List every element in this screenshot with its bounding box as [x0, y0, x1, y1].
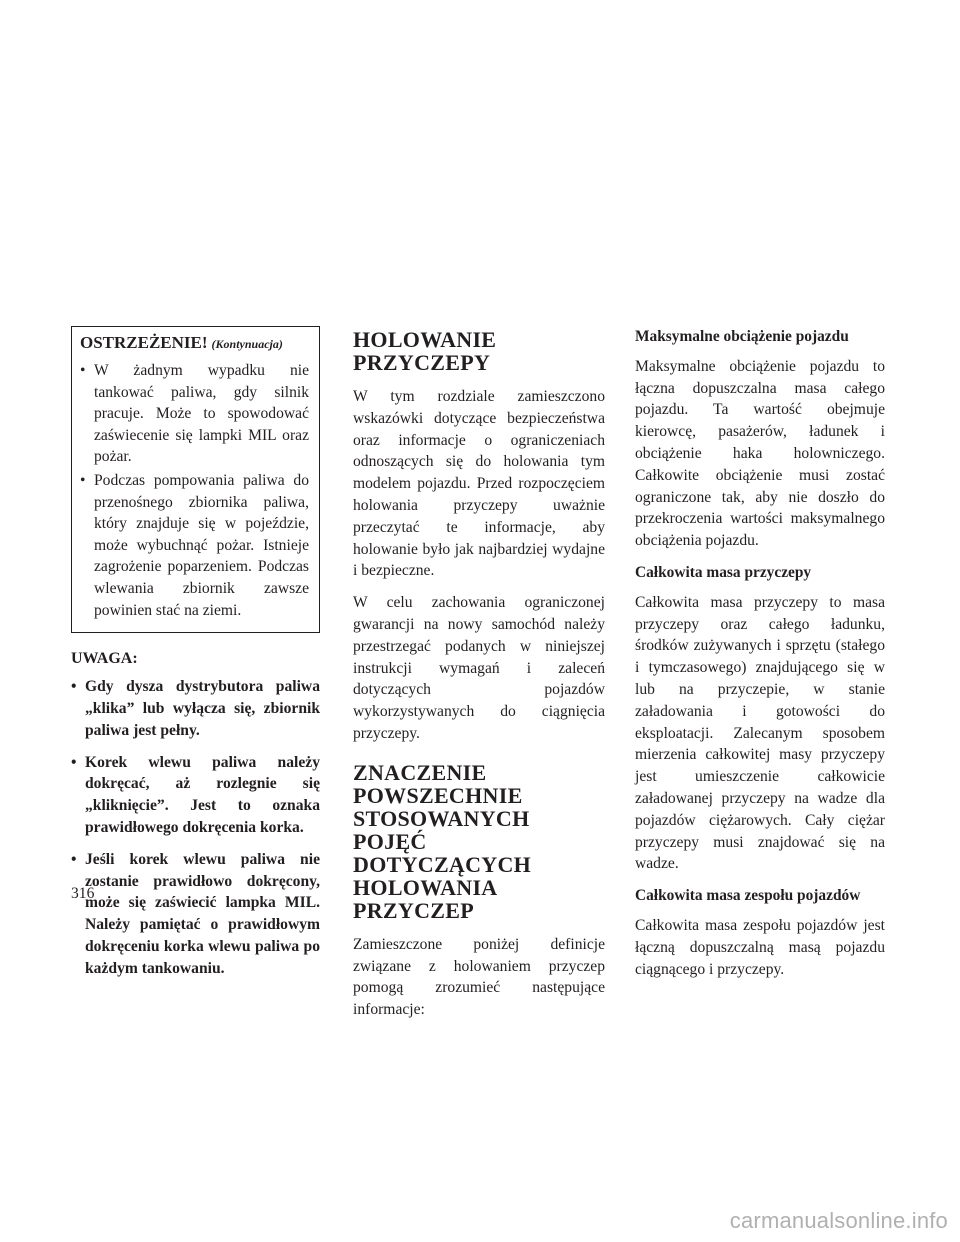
- paragraph: Zamieszczone poniżej definicje związane z holowaniem przyczep pomogą zrozumieć następujące informacje:: [353, 935, 605, 1019]
- left-column: [71, 326, 320, 989]
- middle-column: [353, 326, 605, 1031]
- note-list: [71, 676, 320, 979]
- section-heading-definitions: ZNACZENIE POWSZECHNIE STOSOWANYCH POJĘĆ DOTYCZĄCYCH HOLOWANIA PRZYCZEP: [353, 759, 532, 923]
- warning-title-text: OSTRZEŻENIE!: [80, 333, 208, 352]
- paragraph: Maksymalne obciążenie pojazdu to łączna dopuszczalna masa całego pojazdu. Ta wartość obejmuje kierowcę, pasażerów, ładunek i obciążenie haka holowniczego. Całkowite obciążenie musi zostać ograniczone tak, aby nie doszło do przekroczenia wartości maksymalnego obciążenia pojazdu.: [635, 357, 885, 550]
- section-heading-towing: HOLOWANIE PRZYCZEPY: [353, 327, 497, 375]
- paragraph: W tym rozdziale zamieszczono wskazówki dotyczące bezpieczeństwa oraz informacje o ograniczeniach odnoszących się do holowania tym modelem pojazdu. Przed rozpoczęciem holowania przyczepy uważnie przeczytać te informacje, aby holowanie było jak najbardziej wydajne i bezpieczne.: [353, 388, 605, 580]
- paragraph: W celu zachowania ograniczonej gwarancji na nowy samochód należy przestrzegać podanych w niniejszej instrukcji wymagań i zaleceń dotyczących pojazdów wykorzystywanych do ciągnięcia przyczepy.: [353, 594, 605, 742]
- page-number: 316: [71, 885, 95, 902]
- note-item: • Gdy dysza dystrybutora paliwa „klika” lub wyłącza się, zbiornik paliwa jest pełny.: [71, 676, 320, 741]
- paragraph: Całkowita masa przyczepy to masa przyczepy oraz całego ładunku, środków zużywanych i sprzętu (stałego i tymczasowego) znajdującego się w lub na przyczepie, w stanie załadowania i gotowości do eksploatacji. Zalecanym sposobem mierzenia całkowitej masy przyczepy jest umieszczenie całkowicie załadowanej przyczepy na wadze dla pojazdów ciężarowych. Cały ciężar przyczepy musi znajdować się na wadze.: [635, 593, 885, 873]
- note-item: • Jeśli korek wlewu paliwa nie zostanie prawidłowo dokręcony, może się zaświecić lampka MIL. Należy pamiętać o prawidłowym dokręceniu korka wlewu paliwa po każdym tankowaniu.: [71, 849, 320, 980]
- warning-item: • W żadnym wypadku nie tankować paliwa, gdy silnik pracuje. Może to spowodować zaświecenie się lampki MIL oraz pożar.: [80, 360, 309, 468]
- watermark: carmanualsonline.info: [729, 1208, 948, 1233]
- warning-title: [80, 331, 309, 356]
- subheading: Całkowita masa przyczepy: [635, 563, 812, 581]
- warning-continued-label: (Kontynuacja): [211, 337, 283, 351]
- warning-box: [71, 326, 320, 633]
- warning-list: [80, 360, 309, 621]
- subheading: Całkowita masa zespołu pojazdów: [635, 887, 861, 905]
- note-title: UWAGA:: [71, 650, 138, 668]
- right-column: [635, 326, 885, 990]
- warning-item: • Podczas pompowania paliwa do przenośnego zbiornika paliwa, który znajduje się w pojeździe, może wybuchnąć pożar. Istnieje zagrożenie poparzeniem. Podczas wlewania zbiornik zawsze powinien stać na ziemi.: [80, 470, 309, 621]
- subheading: Maksymalne obciążenie pojazdu: [635, 328, 849, 345]
- note-item: • Korek wlewu paliwa należy dokręcać, aż rozlegnie się „kliknięcie”. Jest to oznaka prawidłowego dokręcenia korka.: [71, 752, 320, 839]
- paragraph: Całkowita masa zespołu pojazdów jest łączną dopuszczalną masą pojazdu ciągnącego i przyczepy.: [635, 916, 885, 978]
